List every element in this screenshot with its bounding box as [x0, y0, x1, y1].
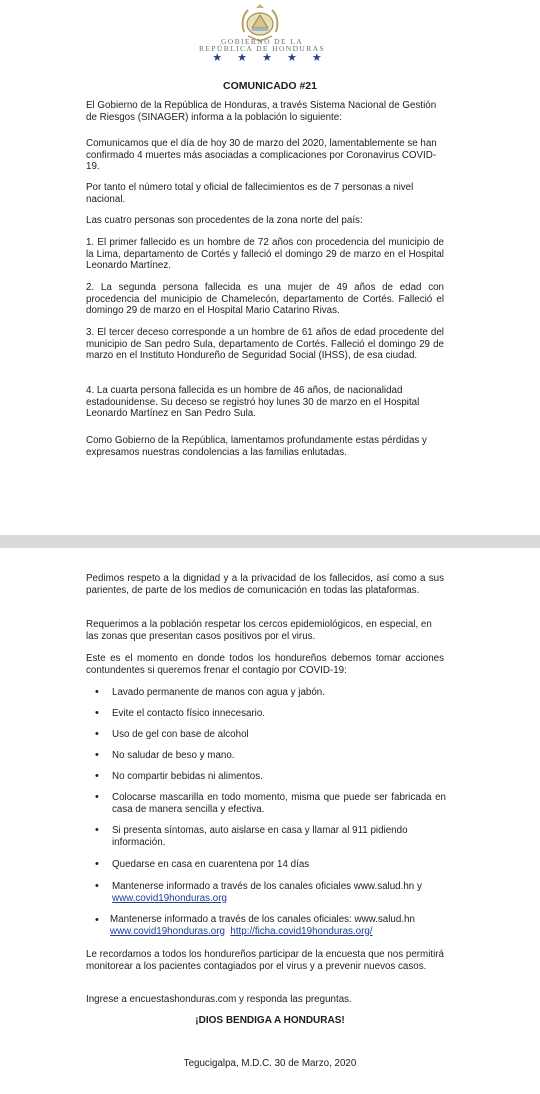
condolences-paragraph: Como Gobierno de la República, lamentamos profundamente estas pérdidas y expresamos nuestras condolencias a las familias enlutadas. — [86, 435, 427, 458]
stars-row: ★ ★ ★ ★ ★ — [212, 52, 328, 64]
list-item: No compartir bebidas ni alimentos. — [112, 771, 263, 782]
document-page-2 — [0, 548, 540, 1094]
bullet-icon: • — [95, 791, 99, 803]
actions-paragraph: Este es el momento en donde todos los hondureños debemos tomar acciones contundentes si queremos frenar el contagio por COVID-19: — [86, 653, 444, 676]
respect-paragraph: Pedimos respeto a la dignidad y a la privacidad de los fallecidos, así como a sus parientes, de parte de los medios de comunicación en todas las plataformas. — [86, 573, 444, 596]
survey-paragraph: Le recordamos a todos los hondureños participar de la encuesta que nos permitirá monitorear a los pacientes contagiados por el virus y a prevenir nuevos casos. — [86, 949, 444, 972]
official-channels-text: Mantenerse informado a través de los canales oficiales www.salud.hn y — [112, 881, 422, 892]
blessing-text: ¡DIOS BENDIGA A HONDURAS! — [195, 1015, 345, 1026]
list-item: Lavado permanente de manos con agua y jabón. — [112, 687, 325, 698]
case-2-paragraph: 2. La segunda persona fallecida es una mujer de 49 años de edad con procedencia del municipio de Chamelecón, departamento de Cortés. Falleció el domingo 29 de marzo en el Hospital Mario Catarino Rivas. — [86, 282, 444, 317]
case-3-paragraph: 3. El tercer deceso corresponde a un hombre de 61 años de edad procedente del municipio de San pedro Sula, departamento de Cortés. Falleció el domingo 29 de marzo en el Instituto Hondureño de Seguridad Social (IHSS), de esa ciudad. — [86, 327, 444, 362]
case-4-paragraph: 4. La cuarta persona fallecida es un hombre de 46 años, de nacionalidad estadounidense. Su deceso se registró hoy lunes 30 de marzo en el Hospital Leonardo Martínez en San Pedro Sula. — [86, 385, 420, 420]
government-name-line-2: REPÚBLICA DE HONDURAS — [198, 44, 326, 53]
bullet-icon: • — [95, 749, 99, 761]
government-name-line-1: GOBIERNO DE LA — [220, 37, 304, 46]
document-title: COMUNICADO #21 — [223, 80, 317, 92]
document-page-1 — [0, 0, 540, 535]
list-item: Quedarse en casa en cuarentena por 14 días — [112, 859, 310, 870]
official-channels-text-2: Mantenerse informado a través de los canales oficiales: www.salud.hn — [110, 914, 415, 925]
case-1-paragraph: 1. El primer fallecido es un hombre de 72 años con procedencia del municipio de la Lima, departamento de Cortés y falleció el domingo 29 de marzo en el Hospital Leonardo Martínez. — [86, 237, 444, 272]
place-date-footer: Tegucigalpa, M.D.C. 30 de Marzo, 2020 — [183, 1058, 357, 1069]
bullet-icon: • — [95, 707, 99, 719]
list-item-official-channels-2 — [110, 914, 450, 937]
bullet-icon: • — [95, 858, 99, 870]
list-item: Si presenta síntomas, auto aislarse en casa y llamar al 911 pidiendo información. — [112, 825, 408, 848]
covid19honduras-link[interactable]: www.covid19honduras.org — [112, 892, 227, 904]
bullet-icon: • — [95, 686, 99, 698]
deaths-announcement: Comunicamos que el día de hoy 30 de marzo del 2020, lamentablemente se han confirmado 4 muertes más asociadas a complicaciones por Coronavirus COVID-19. — [86, 138, 437, 173]
ficha-covid19honduras-link[interactable]: http://ficha.covid19honduras.org/ — [230, 925, 373, 937]
bullet-icon: • — [95, 728, 99, 740]
total-deaths-paragraph: Por tanto el número total y oficial de fallecimientos es de 7 personas a nivel nacional. — [86, 182, 414, 205]
bullet-icon: • — [95, 914, 99, 926]
list-item: Evite el contacto físico innecesario. — [112, 708, 266, 719]
list-item-official-channels — [112, 881, 446, 904]
cases-origin-paragraph: Las cuatro personas son procedentes de la zona norte del país: — [86, 215, 363, 226]
list-item: Colocarse mascarilla en todo momento, misma que puede ser fabricada en casa de manera sencilla y efectiva. — [112, 792, 446, 815]
list-item: Uso de gel con base de alcohol — [112, 729, 249, 740]
survey-instruction: Ingrese a encuestashonduras.com y responda las preguntas. — [86, 994, 352, 1005]
covid19honduras-link-2[interactable]: www.covid19honduras.org — [110, 925, 225, 937]
list-item: No saludar de beso y mano. — [112, 750, 235, 761]
bullet-icon: • — [95, 880, 99, 892]
cercos-paragraph: Requerimos a la población respetar los cercos epidemiológicos, en especial, en las zonas que presentan casos positivos por el virus. — [86, 619, 432, 642]
bullet-icon: • — [95, 824, 99, 836]
intro-paragraph: El Gobierno de la República de Honduras, a través Sistema Nacional de Gestión de Riesgos (SINAGER) informa a la población lo siguiente: — [86, 100, 437, 123]
bullet-icon: • — [95, 770, 99, 782]
